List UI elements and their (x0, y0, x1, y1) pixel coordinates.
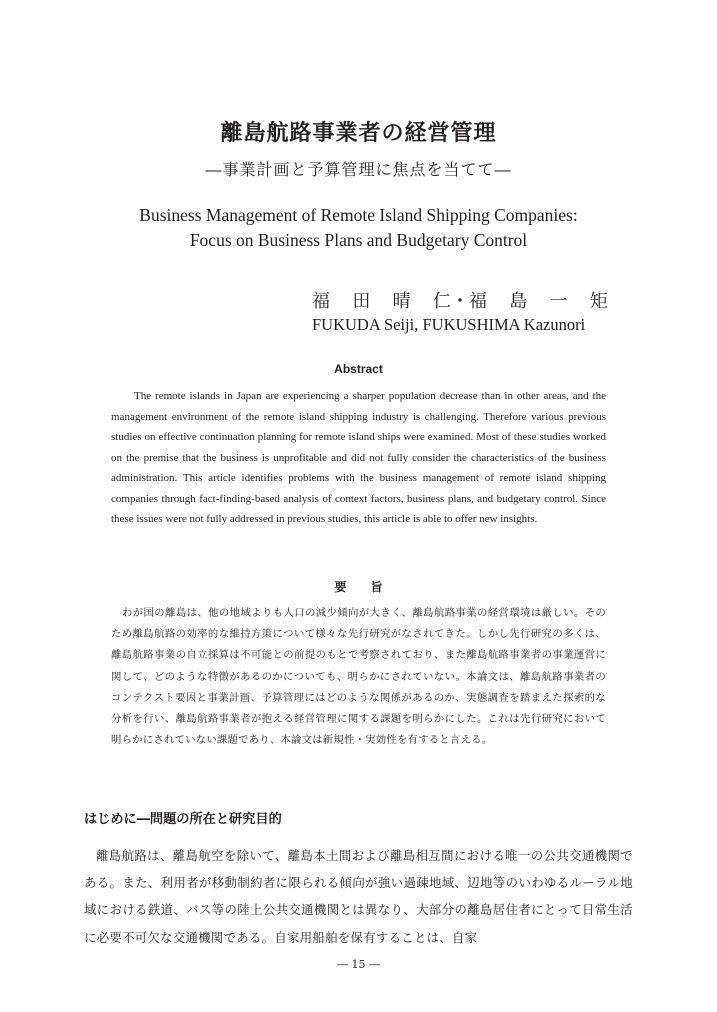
paper-title-english (0, 203, 717, 253)
author-char: 晴 (392, 291, 411, 312)
page-number: ― 15 ― (337, 958, 380, 971)
author-char: 矩 (589, 291, 608, 312)
author-char: 福 (312, 291, 330, 312)
author-char: 島 (509, 291, 528, 312)
author-char: 仁・福 (432, 291, 487, 312)
abstract-heading: Abstract (334, 362, 383, 376)
authors-english: FUKUDA Seiji, FUKUSHIMA Kazunori (312, 315, 586, 334)
abstract-body: The remote islands in Japan are experiencing a sharper population decrease than in other areas, and the management environment of the remote island shipping industry is challenging. Therefore various previous studies on effective continuation planning for remote island ships were examined. Most of these studies worked on the premise that the business is unprofitable and did not fully consider the characteristics of the business administration. This article identifies problems with the business management of remote island shipping companies through fact-finding-based analysis of context factors, business plans, and budgetary control. Since these issues were not fully addressed in previous studies, this article is able to offer new insights. (111, 390, 606, 525)
authors-japanese (312, 287, 608, 313)
summary-heading: 要 旨 (334, 580, 383, 594)
introduction-body: 離島航路は、離島航空を除いて、離島本土間および離島相互間における唯一の公共交通機関である。また、利用者が移動制約者に限られる傾向が強い過疎地域、辺地等のいわゆるルーラル地域における鉄道、バス等の陸上公共交通機関とは異なり、大部分の離島居住者にとって日常生活に必要不可欠な交通機関である。自家用船舶を保有することは、自家 (84, 848, 633, 945)
summary-body: わが国の離島は、他の地域よりも人口の減少傾向が大きく、離島航路事業の経営環境は厳しい。そのため離島航路の効率的な維持方策について様々な先行研究がなされてきた。しかし先行研究の多くは、離島航路事業の自立採算は不可能との前提のもとで考察されており、また離島航路事業者の事業運営に関して、どのような特徴があるのかについても、明らかにされていない。本論文は、離島航路事業者のコンテクスト要因と事業計画、予算管理にはどのような関係があるのか、実態調査を踏まえた探索的な分析を行い、離島航路事業者が抱える経営管理に関する課題を明らかにした。これは先行研究において明らかにされていない課題であり、本論文は新規性・実効性を有すると言える。 (111, 607, 606, 747)
author-char: 一 (549, 291, 568, 312)
author-char: 田 (352, 291, 371, 312)
title-en-line-2: Focus on Business Plans and Budgetary Control (189, 230, 528, 250)
section-heading-introduction: はじめに―問題の所在と研究目的 (84, 812, 282, 827)
title-en-line-1: Business Management of Remote Island Shipping Companies: (139, 205, 578, 225)
paper-title-japanese: 離島航路事業者の経営管理 (220, 120, 497, 146)
paper-subtitle-japanese: ―事業計画と予算管理に焦点を当てて― (205, 160, 512, 179)
